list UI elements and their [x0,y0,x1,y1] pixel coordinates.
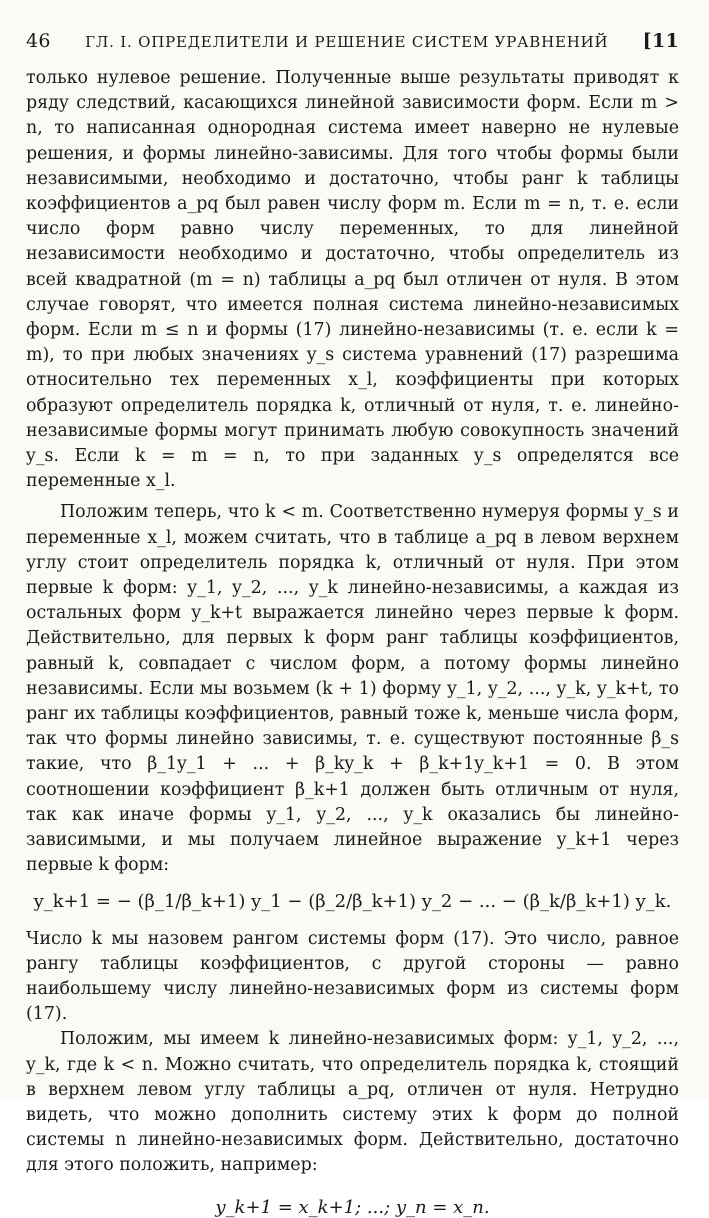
paragraph-3: Число k мы назовем рангом системы форм (17). Это число, равное рангу таблицы коэффициентов, с другой стороны — равно наибольшему числу линейно-независимых форм из системы форм (17). [26,928,679,1025]
running-title: ГЛ. I. ОПРЕДЕЛИТЕЛИ И РЕШЕНИЕ СИСТЕМ УРАВНЕНИЙ [85,33,609,51]
formula-2-text: y_k+1 = x_k+1; ...; y_n = x_n. [215,1196,490,1218]
paragraph-1: только нулевое решение. Полученные выше результаты приводят к ряду следствий, касающихся линейной зависимости форм. Если m > n, то написанная однородная система имеет наверно не нулевые решения, и формы линейно-зависимы. Для того чтобы формы были независимыми, необходимо и достаточно, чтобы ранг k таблицы коэффициентов a_pq был равен числу форм m. Если m = n, т. е. если число форм равно числу переменных, то для линейной независимости необходимо и достаточно, чтобы определитель из всей квадратной (m = n) таблицы a_pq был отличен от нуля. В этом случае говорят, что имеется полная система линейно-независимых форм. Если m ≤ n и формы (17) линейно-независимы (т. е. если k = m), то при любых значениях y_s система уравнений (17) разрешима относительно тех переменных x_l, коэффициенты при которых образуют определитель порядка k, отличный от нуля, т. е. линейно-независимые формы могут принимать любую совокупность значений y_s. Если k = m = n, то при заданных y_s определятся все переменные x_l. [26,68,679,492]
page-number: 46 [26,30,51,52]
paragraph-4: Положим, мы имеем k линейно-независимых форм: y_1, y_2, ..., y_k, где k < n. Можно считать, что определитель порядка k, стоящий в верхнем левом углу таблицы a_pq, отличен от нуля. Нетрудно видеть, что можно дополнить систему этих k форм до полной системы n линейно-независимых форм. Действительно, достаточно для этого положить, например: [26,1029,679,1176]
formula-completion [26,1197,679,1218]
paragraph-2: Положим теперь, что k < m. Соответственно нумеруя формы y_s и переменные x_l, можем считать, что в таблице a_pq в левом верхнем углу стоит определитель порядка k, отличный от нуля. При этом первые k форм: y_1, y_2, ..., y_k линейно-независимы, а каждая из остальных форм y_k+t выражается линейно через первые k форм. Действительно, для первых k форм ранг таблицы коэффициентов, равный k, совпадает с числом форм, а потому формы линейно независимы. Если мы возьмем (k + 1) форму y_1, y_2, ..., y_k, y_k+t, то ранг их таблицы коэффициентов, равный тоже k, меньше числа форм, так что формы линейно зависимы, т. е. существуют постоянные β_s такие, что β_1y_1 + ... + β_ky_k + β_k+1y_k+1 = 0. В этом соотношении коэффициент β_k+1 должен быть отличным от нуля, так как иначе формы y_1, y_2, ..., y_k оказались бы линейно-зависимыми, и мы получаем линейное выражение y_k+1 через первые k форм: [26,502,679,876]
page-header [26,30,679,60]
formula-linear-expression [26,887,679,917]
formula-1-text: y_k+1 = − (β_1/β_k+1) y_1 − (β_2/β_k+1) y_2 − ... − (β_k/β_k+1) y_k. [33,890,672,912]
section-number: [11 [642,30,679,52]
